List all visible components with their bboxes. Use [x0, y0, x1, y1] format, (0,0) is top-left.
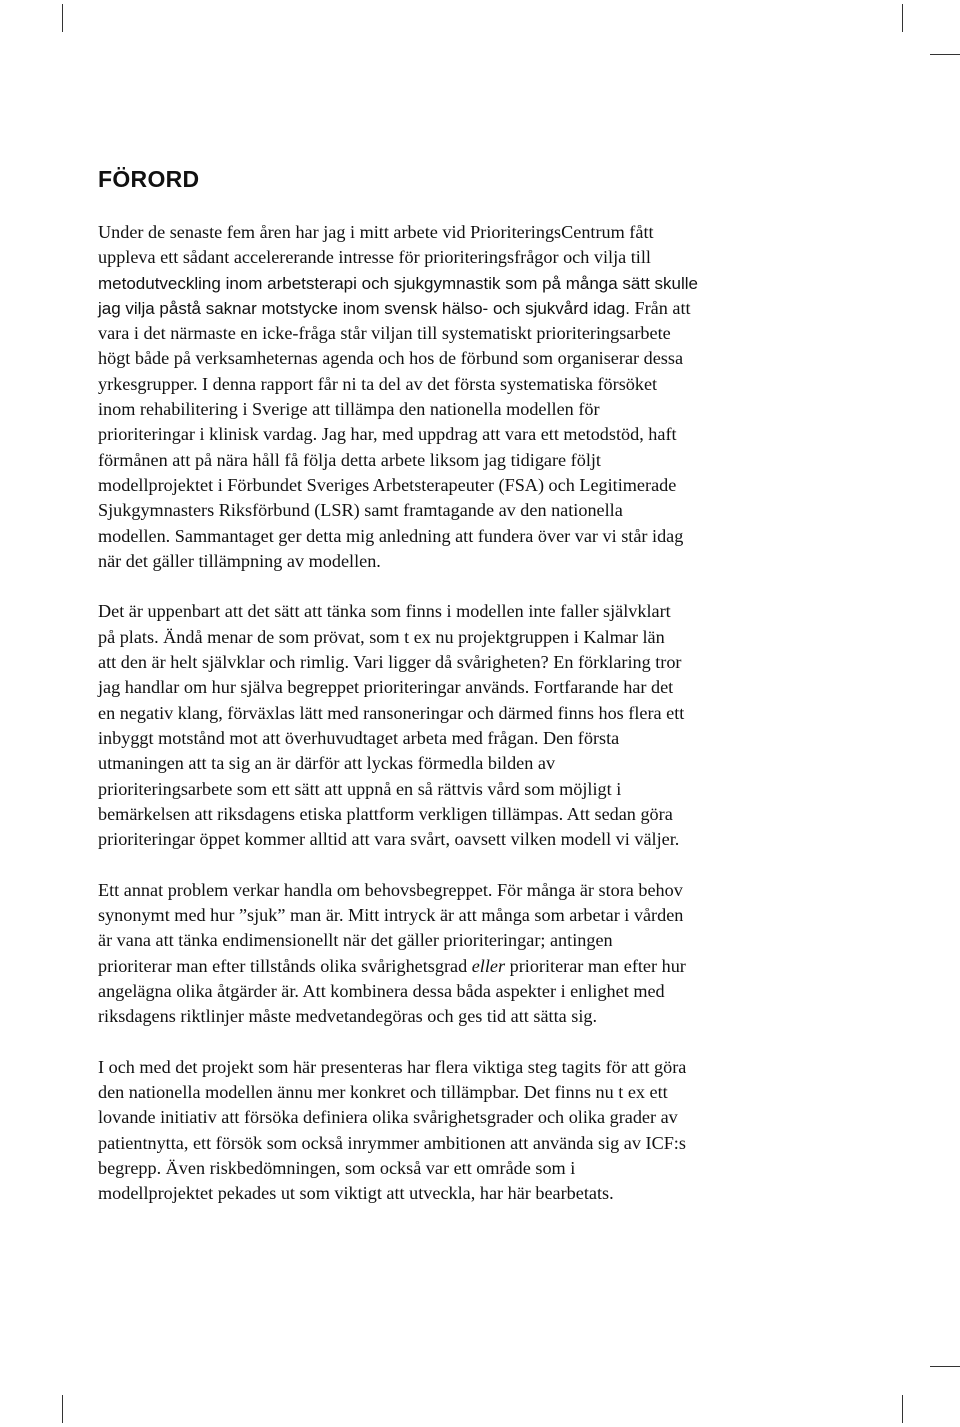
text-line: [98, 1131, 818, 1156]
text-line: [98, 220, 818, 245]
text-line: [98, 296, 818, 321]
text-line: [98, 1004, 818, 1029]
line-after: prioriterar man efter hur: [505, 955, 686, 976]
paragraph: [98, 878, 818, 1030]
line-text: prioriteringsarbete som ett sätt att uppnå en så rättvis vård som möjligt i: [98, 778, 622, 799]
line-emphasis: eller: [471, 955, 506, 976]
line-text: begrepp. Även riskbedömningen, som också var ett område som i: [98, 1157, 576, 1178]
line-text: på plats. Ändå menar de som prövat, som t ex nu projektgruppen i Kalmar län: [98, 626, 665, 647]
line-text: jag handlar om hur själva begreppet prioriteringar används. Fortfarande har det: [98, 677, 674, 698]
line-text: är vana att tänka endimensionellt när det gäller prioriteringar; antingen: [98, 930, 613, 951]
line-text: modellprojektet i Förbundet Sveriges Arbetsterapeuter (FSA) och Legitimerade: [98, 474, 677, 495]
text-line: [98, 802, 818, 827]
line-text: förmånen att på nära håll få följa detta arbete liksom jag tidigare följt: [98, 449, 601, 470]
line-text: vara i det närmaste en icke-fråga står viljan till systematiskt prioriteringsarbete: [98, 323, 671, 344]
line-text: Under de senaste fem åren har jag i mitt arbete vid PrioriteringsCentrum fått: [98, 222, 654, 242]
text-line: [98, 397, 818, 422]
text-line: [98, 422, 818, 447]
line-text: jag vilja påstå saknar motstycke inom svensk hälso- och sjukvård idag.: [98, 298, 630, 318]
text-line: [98, 448, 818, 473]
text-line: [98, 549, 818, 574]
line-text: prioriteringar öppet kommer alltid att vara svårt, oavsett vilken modell vi väljer.: [98, 829, 680, 850]
line-text: Det är uppenbart att det sätt att tänka som finns i modellen inte faller självklart: [98, 601, 671, 622]
line-text: patientnytta, ett försök som också inrymmer ambitionen att använda sig av ICF:s: [98, 1132, 686, 1153]
text-line: [98, 777, 818, 802]
text-line: [98, 827, 818, 852]
text-line: [98, 650, 818, 675]
text-line: [98, 701, 818, 726]
line-text: modellen. Sammantaget ger detta mig anledning att fundera över var vi står idag: [98, 525, 684, 546]
text-line: [98, 321, 818, 346]
text-line: [98, 372, 818, 397]
paragraph: [98, 599, 818, 852]
line-text: bemärkelsen att riksdagens etiska plattform verkligen tillämpas. Att sedan göra: [98, 803, 673, 824]
line-text: den nationella modellen ännu mer konkret och tillämpbar. Det finns nu t ex ett: [98, 1082, 668, 1103]
line-text: metodutveckling inom arbetsterapi och sjukgymnastik som på många sätt skulle: [98, 273, 699, 293]
line-text: riksdagens riktlinjer måste medvetandegöras och ges tid att sätta sig.: [98, 1006, 598, 1027]
text-line: [98, 1080, 818, 1105]
text-line: [98, 675, 818, 700]
line-text: yrkesgrupper. I denna rapport får ni ta del av det första systematiska försöket: [98, 373, 658, 394]
text-line: [98, 903, 818, 928]
text-line: [98, 625, 818, 650]
page-heading: FÖRORD: [98, 166, 200, 192]
text-line: [98, 878, 818, 903]
crop-mark-bottom-left: [62, 1395, 63, 1423]
line-tail: Från att: [629, 297, 691, 318]
text-line: [98, 271, 818, 296]
text-line: [98, 346, 818, 371]
text-line: [98, 524, 818, 549]
text-line: [98, 1055, 818, 1080]
line-text: att den är helt självklar och rimlig. Vari ligger då svårigheten? En förklaring tror: [98, 652, 682, 673]
crop-mark-bottom-right: [902, 1395, 903, 1423]
text-line: [98, 599, 818, 624]
text-line: [98, 1181, 818, 1206]
line-text: en negativ klang, förväxlas lätt med ransoneringar och därmed finns hos flera ett: [98, 702, 685, 723]
text-line: [98, 1105, 818, 1130]
foreword-body: [98, 220, 818, 1232]
paragraph: [98, 220, 818, 574]
line-text: Ett annat problem verkar handla om behovsbegreppet. För många är stora behov: [98, 879, 683, 900]
line-text: synonymt med hur ”sjuk” man är. Mitt intryck är att många som arbetar i vården: [98, 905, 684, 926]
line-text: modellprojektet pekades ut som viktigt att utveckla, har här bearbetats.: [98, 1183, 614, 1204]
line-text: när det gäller tillämpning av modellen.: [98, 550, 381, 571]
paragraph: [98, 1055, 818, 1207]
line-text: utmaningen att ta sig an är därför att lyckas förmedla bilden av: [98, 753, 556, 774]
line-text: lovande initiativ att försöka definiera olika svårighetsgrader och olika grader av: [98, 1107, 678, 1128]
crop-mark-bottom-right-horizontal: [930, 1366, 960, 1367]
text-line: [98, 954, 818, 979]
crop-mark-top-right: [902, 4, 903, 32]
text-line: [98, 928, 818, 953]
line-text: prioriterar man efter tillstånds olika svårighetsgrad: [98, 955, 468, 976]
line-text: Sjukgymnasters Riksförbund (LSR) samt framtagande av den nationella: [98, 500, 623, 521]
text-line: [98, 751, 818, 776]
text-line: [98, 473, 818, 498]
line-text: högt både på verksamheternas agenda och hos de förbund som organiserar dessa: [98, 348, 684, 369]
crop-mark-top-left: [62, 4, 63, 32]
line-text: prioriteringar i klinisk vardag. Jag har, med uppdrag att vara ett metodstöd, haft: [98, 424, 677, 445]
text-line: [98, 1156, 818, 1181]
text-line: [98, 498, 818, 523]
line-text: uppleva ett sådant accelererande intresse för prioriteringsfrågor och vilja till: [98, 247, 651, 268]
line-text: I och med det projekt som här presenteras har flera viktiga steg tagits för att göra: [98, 1056, 687, 1077]
text-line: [98, 979, 818, 1004]
line-text: inbyggt motstånd mot att överhuvudtaget arbeta med frågan. Den första: [98, 727, 620, 748]
text-line: [98, 726, 818, 751]
line-text: angelägna olika åtgärder är. Att kombinera dessa båda aspekter i enlighet med: [98, 980, 665, 1001]
crop-mark-top-right-horizontal: [930, 54, 960, 55]
line-text: inom rehabilitering i Sverige att tillämpa den nationella modellen för: [98, 399, 600, 420]
text-line: [98, 245, 818, 270]
